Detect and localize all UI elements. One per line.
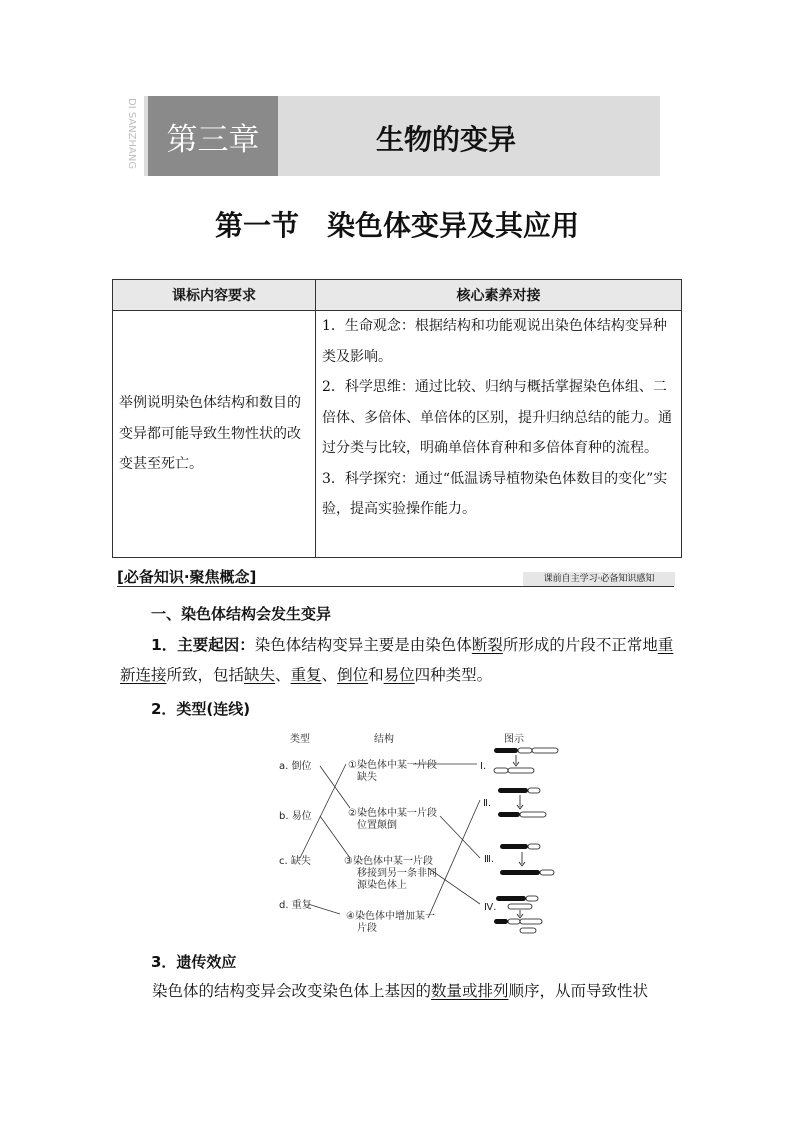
figure-1-chromosome (494, 748, 558, 773)
literacy-item-3: 3．科学探究：通过“低温诱导植物染色体数目的变化”实验，提高实验操作能力。 (322, 470, 668, 517)
chapter-title: 生物的变异 (376, 123, 517, 156)
vertical-tag (122, 96, 144, 176)
section-title: 第一节 染色体变异及其应用 (214, 209, 579, 242)
structure-3-line3: 源染色体上 (357, 880, 407, 891)
figure-2-chromosome (498, 788, 546, 817)
knowledge-title: [必备知识·聚焦概念] (117, 568, 257, 586)
figure-2-label[interactable]: Ⅱ. (483, 798, 492, 809)
types-heading: 2．类型(连线) (151, 700, 251, 718)
blank-duplication: 重复 (290, 666, 322, 684)
figure-1-label[interactable]: Ⅰ. (480, 761, 487, 772)
literacy-item-2: 2．科学思维：通过比较、归纳与概括掌握染色体组、二倍体、多倍体、单倍体的区别，提升归纳总结的能力。通过分类与比较，明确单倍体育种和多倍体育种的流程。 (322, 379, 672, 456)
blank-reconnect: 重新连接 (120, 636, 674, 684)
chapter-label: 第三章 (148, 96, 278, 176)
type-deletion[interactable]: c. 缺失 (279, 856, 311, 867)
connection-lines (300, 764, 480, 918)
link-d-4 (308, 904, 340, 914)
structure-2-line2: 位置颠倒 (357, 820, 397, 831)
section-heading: 一、染色体结构会发生变异 (151, 605, 332, 623)
item1-sep: 、 (321, 666, 338, 684)
figure-4-chromosome (494, 896, 542, 933)
structure-4-line1[interactable]: ④染色体中增加某一 (346, 911, 435, 922)
genetic-effect-heading: 3．遗传效应 (151, 953, 237, 971)
blank-break: 断裂 (471, 636, 503, 654)
chromosome-figures (494, 748, 558, 933)
item1-sep: 、 (275, 666, 291, 684)
link-b-3 (320, 816, 350, 858)
effect-text-b: 顺序，从而导致性状 (508, 982, 649, 1000)
header-left: 课标内容要求 (113, 280, 316, 311)
type-duplication[interactable]: d. 重复 (279, 900, 312, 911)
literacy-list (316, 311, 682, 558)
type-translocation[interactable]: b. 易位 (279, 811, 312, 822)
link-2-III (440, 816, 480, 858)
link-3-IV (428, 868, 480, 904)
blank-deletion: 缺失 (244, 666, 276, 684)
structure-2-line1[interactable]: ②染色体中某一片段 (348, 808, 437, 819)
col-figure: 图示 (504, 734, 524, 745)
requirement-text: 举例说明染色体结构和数目的变异都可能导致生物性状的改变甚至死亡。 (113, 311, 316, 558)
item1-text-b: 所形成的片段不正常地 (502, 636, 658, 654)
structure-1-line1[interactable]: ①染色体中某一片段 (348, 760, 437, 771)
type-inversion[interactable]: a. 倒位 (279, 761, 312, 772)
structure-1-line2: 缺失 (357, 772, 377, 783)
knowledge-tag: 课前自主学习·必备知识感知 (523, 572, 675, 586)
literacy-item-1: 1．生命观念：根据结构和功能观说出染色体结构变异种类及影响。 (322, 318, 667, 365)
blank-translocation: 易位 (383, 666, 415, 684)
header-right: 核心素养对接 (316, 280, 682, 311)
item1-label: 1．主要起因： (151, 636, 255, 654)
paragraph-genetic-effect (152, 976, 676, 1006)
structure-3-line1[interactable]: ③染色体中某一片段 (344, 856, 433, 867)
figure-4-label[interactable]: Ⅳ. (484, 902, 497, 913)
paragraph-causes (120, 630, 676, 690)
structure-3-line2: 移接到另一条非同 (357, 868, 437, 879)
requirements-table (112, 279, 682, 558)
blank-inversion: 倒位 (337, 666, 369, 684)
col-structure: 结构 (374, 734, 394, 745)
vertical-tag-text: DI SANZHANG (126, 98, 137, 170)
item1-text-c: 所致，包括 (166, 666, 245, 684)
chromosome-variation-diagram (270, 728, 560, 938)
item1-text-d: 和 (368, 666, 384, 684)
knowledge-rule (117, 586, 674, 587)
item1-text-e: 四种类型。 (414, 666, 493, 684)
effect-text-a: 染色体的结构变异会改变染色体上基因的 (152, 982, 432, 1000)
figure-3-label[interactable]: Ⅲ. (484, 854, 495, 865)
col-type: 类型 (290, 734, 310, 745)
item1-text-a: 染色体结构变异主要是由染色体 (254, 636, 472, 654)
figure-3-chromosome (500, 844, 554, 875)
blank-number-order: 数量或排列 (431, 982, 509, 1000)
structure-4-line2: 片段 (357, 923, 377, 934)
